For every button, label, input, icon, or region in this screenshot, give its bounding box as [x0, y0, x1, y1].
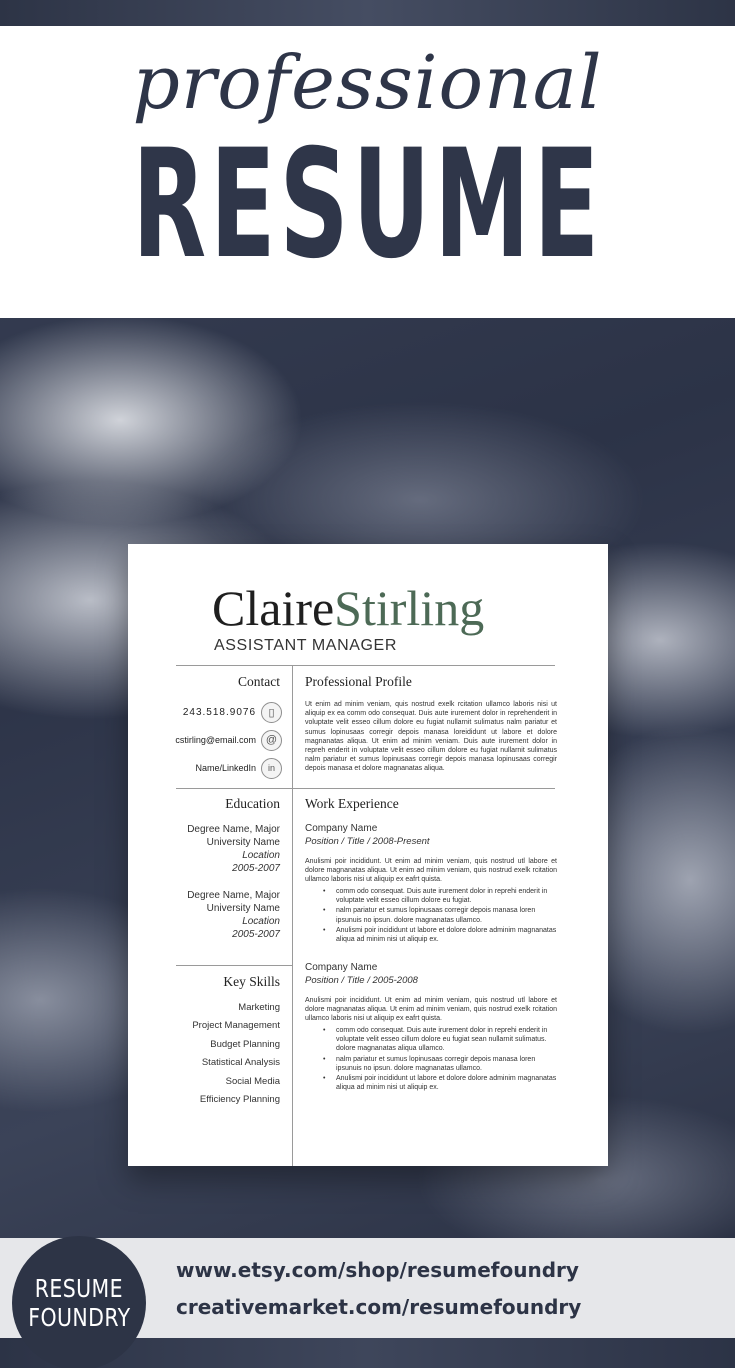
linkedin-handle: Name/LinkedIn: [195, 763, 256, 773]
contact-phone-row: [183, 701, 282, 723]
first-name: Claire: [212, 580, 335, 636]
job-summary: Anulismi poir incididunt. Ut enim ad minim veniam, quis nostrud utl labore et dolore magnanatas aliqua. Ut enim ad minim veniam, quis nostrud exelk rcitation ullamco laboris nisi ut aliquip ex eafrt quista.: [305, 997, 557, 1023]
resume-preview: [128, 544, 608, 1166]
email-address: cstirling@email.com: [175, 735, 256, 745]
position-title: Position / Title / 2005-2008: [305, 975, 418, 986]
contact-linkedin-row: [195, 757, 282, 779]
phone-number: 243.518.9076: [182, 706, 256, 718]
linkedin-icon: in: [261, 758, 282, 779]
column-divider: [292, 666, 293, 1166]
skill-item: Budget Planning: [210, 1038, 280, 1050]
skills-divider: [176, 965, 292, 966]
at-icon: @: [261, 730, 282, 751]
job-summary: Anulismi poir incididunt. Ut enim ad minim veniam, quis nostrud utl labore et dolore magnanatas aliqua. Ut enim ad minim veniam, quis nostrud exelk rcitation ullamco laboris nisi ut aliquip ex eafrt quista.: [305, 858, 557, 884]
bullet-item: • comm odo consequat. Duis aute irurement dolor in reprehi enderit in voluptate velit esseo cillum dolore eu fugiat.: [323, 887, 557, 905]
company-name: Company Name: [305, 823, 378, 834]
bullet-item: • nalm pariatur et sumus lopinusaas corregir depois manasa loren ipsunuis no ipsun. dolore magnanatas ullamco.: [323, 906, 557, 924]
years: 2005-2007: [232, 863, 280, 874]
phone-icon: ▯: [261, 702, 282, 723]
education-entry-1: [187, 823, 280, 875]
creativemarket-link[interactable]: creativemarket.com/resumefoundry: [176, 1295, 582, 1319]
top-sky-band: [0, 0, 735, 26]
skill-item: Statistical Analysis: [201, 1057, 280, 1069]
bullet-item: • Anulismi poir incididunt ut labore et dolore dolore adminim magnanatas aliqua ad minim nisi ut aliquip ex.: [323, 1074, 557, 1092]
years: 2005-2007: [232, 929, 280, 940]
brand-logo: [12, 1236, 146, 1368]
skill-item: Project Management: [192, 1020, 280, 1032]
skills-list: [192, 999, 280, 1109]
experience-heading: Work Experience: [305, 796, 399, 811]
bullet-item: • comm odo consequat. Duis aute irurement dolor in reprehi enderit in voluptate velit esseo cillum dolore eu fugiat sean nullarnit sulimatus. dolore magnanatas aliqua ullamco.: [323, 1026, 557, 1054]
degree: Degree Name, Major: [187, 890, 280, 901]
university: University Name: [206, 837, 280, 848]
etsy-shop-link[interactable]: www.etsy.com/shop/resumefoundry: [176, 1258, 579, 1282]
location: Location: [242, 850, 280, 861]
skills-heading: Key Skills: [223, 974, 280, 989]
skill-item: Social Media: [225, 1075, 280, 1087]
job-bullets: [323, 1026, 557, 1093]
university: University Name: [206, 903, 280, 914]
logo-text-line2: FOUNDRY: [27, 1303, 131, 1332]
contact-email-row: [175, 729, 282, 751]
bullet-item: • nalm pariatur et sumus lopinusaas corregir depois manasa loren ipsunuis no ipsun. dolore magnanatas ullamco.: [323, 1055, 557, 1073]
skill-item: Efficiency Planning: [199, 1094, 280, 1106]
location: Location: [242, 916, 280, 927]
degree: Degree Name, Major: [187, 824, 280, 835]
education-entry-2: [187, 889, 280, 941]
logo-text-line1: RESUME: [34, 1274, 124, 1303]
headline-subtitle: professional: [132, 40, 603, 126]
education-heading: Education: [225, 796, 280, 811]
headline-title: RESUME: [132, 118, 604, 292]
top-divider: [176, 665, 555, 666]
resume-name: [212, 580, 484, 636]
position-title: Position / Title / 2008-Present: [305, 836, 430, 847]
job-bullets: [323, 887, 557, 945]
middle-divider: [176, 788, 555, 789]
job-title: ASSISTANT MANAGER: [214, 637, 397, 654]
bullet-item: • Anulismi poir incididunt ut labore et dolore dolore adminim magnanatas aliqua ad minim nisi ut aliquip ex.: [323, 926, 557, 944]
profile-heading: Professional Profile: [305, 674, 412, 689]
profile-text: Ut enim ad minim veniam, quis nostrud exelk rcitation ullamco laboris nisi ut aliquip ex ea comm odo consequat. Duis aute irurement dolor in reprehenderit in voluptate velit esseo cillum dolore eu fugiat nullarnit sulimatus nalm pariatur et sumus lopinusaas corregir depois manasa loreididunt ut labore et dolore magnanatas aliqua. Ut enim ad minim veniam. Duis aute irurement dolor in repreh enderit in voluptate velit esseo cillum dolore eu fugiat nullarnit sulimatus nalm pariatur et sumus lopinusaas corregir depois manasa lopinusaas corregir depois manasa et dolore magnanatas aliqua.: [305, 701, 557, 773]
last-name: Stirling: [334, 580, 485, 636]
contact-heading: Contact: [238, 674, 280, 689]
skill-item: Marketing: [238, 1002, 280, 1013]
company-name: Company Name: [305, 962, 378, 973]
